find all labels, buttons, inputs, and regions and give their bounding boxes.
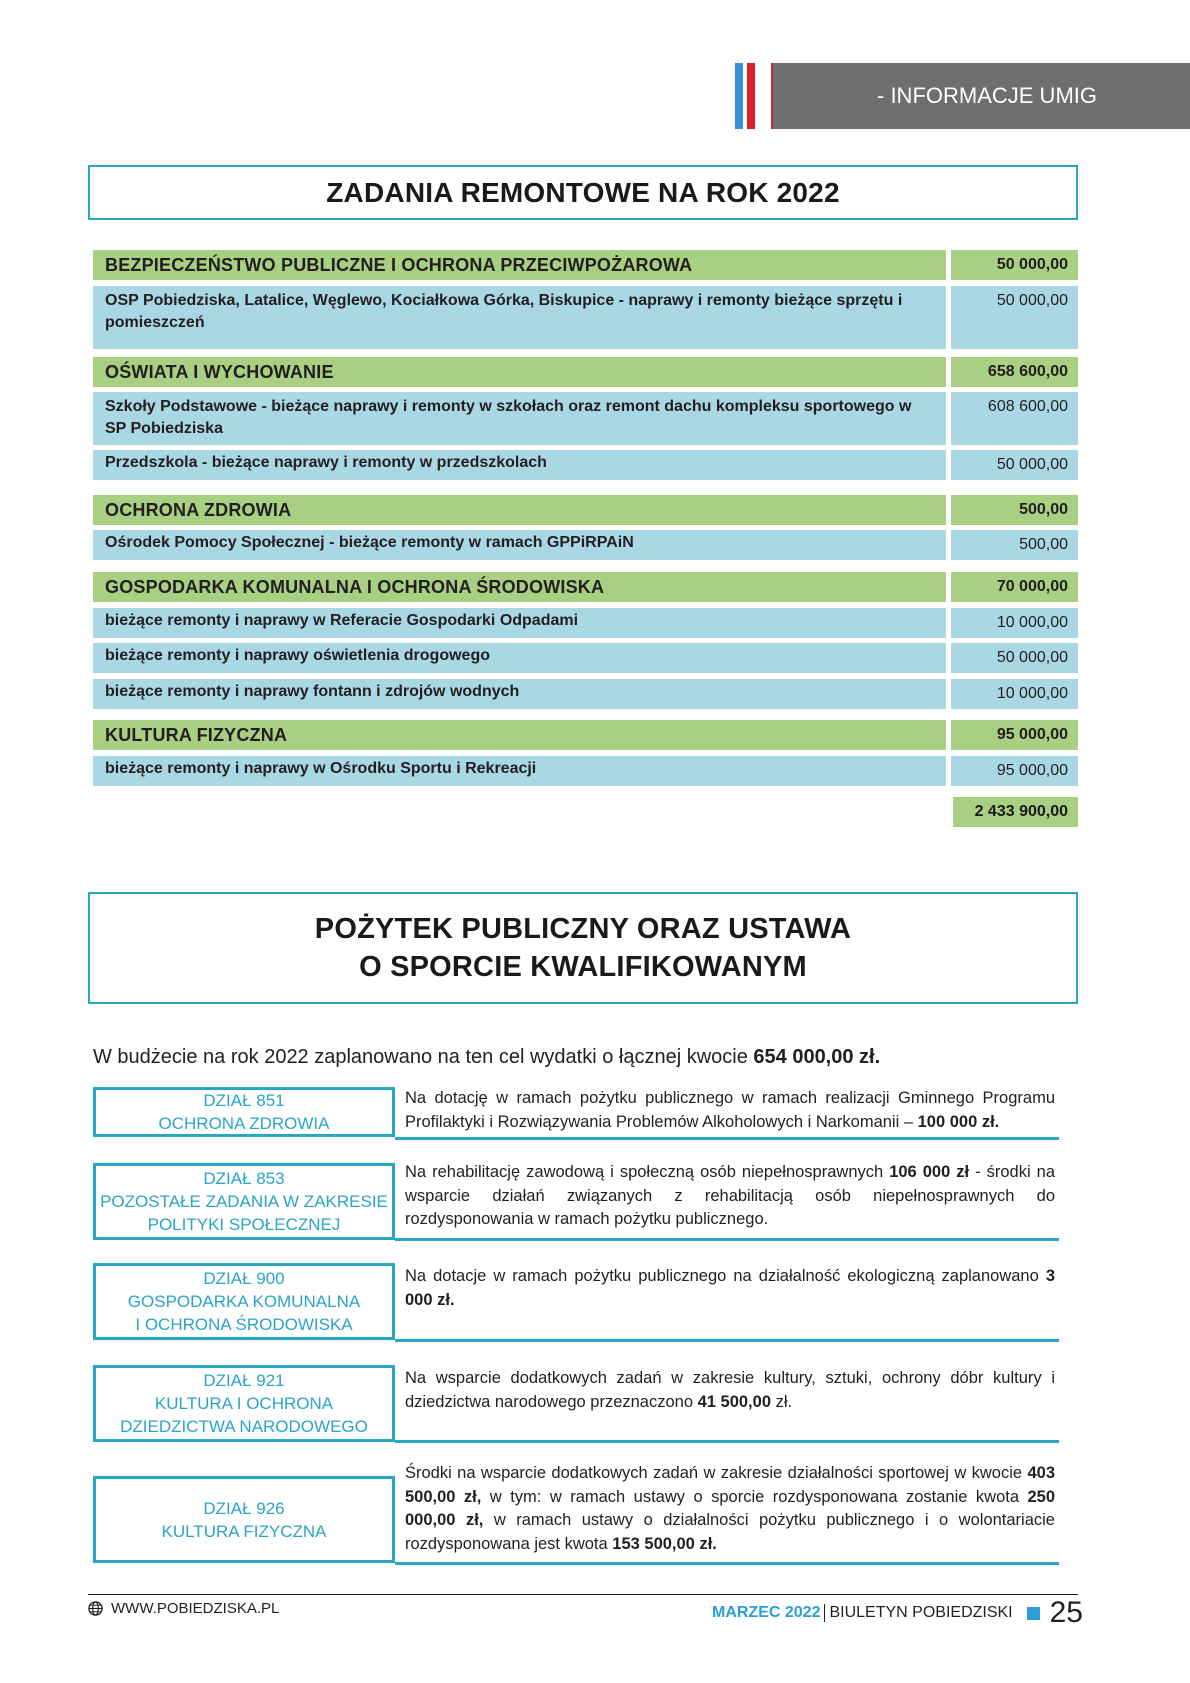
department-name-line: OCHRONA ZDROWIA: [158, 1114, 330, 1133]
section-title-public-benefit-line1: POŻYTEK PUBLICZNY ORAZ USTAWA: [314, 913, 852, 945]
table-item-row: [93, 679, 1078, 709]
department-underline: [395, 1562, 1059, 1565]
description-amount: 3 000 zł.: [405, 1267, 1055, 1309]
header-stripe: [735, 63, 743, 129]
item-label: bieżące remonty i naprawy fontann i zdrojów wodnych: [93, 679, 946, 709]
department-name-line: POLITYKI SPOŁECZNEJ: [147, 1215, 341, 1234]
table-category-row: [93, 495, 1078, 525]
department-box: [93, 1476, 395, 1563]
department-number: DZIAŁ 853: [203, 1169, 285, 1188]
item-amount: 95 000,00: [951, 756, 1078, 786]
item-label: bieżące remonty i naprawy oświetlenia drogowego: [93, 643, 946, 673]
table-item-row: [93, 608, 1078, 638]
header-stripe: [759, 63, 767, 129]
table-category-row: [93, 720, 1078, 750]
description-text: w tym: w ramach ustawy o sporcie rozdysponowana zostanie kwota: [481, 1487, 1028, 1506]
category-label: KULTURA FIZYCZNA: [93, 720, 946, 750]
header-section-banner: [773, 63, 1190, 129]
department-underline: [395, 1440, 1059, 1443]
section-title-repairs-text: ZADANIA REMONTOWE NA ROK 2022: [326, 176, 840, 208]
table-item-row: [93, 450, 1078, 480]
department-description: [405, 1367, 1055, 1414]
budget-intro: [93, 1046, 880, 1069]
description-text: Na wsparcie dodatkowych zadań w zakresie kultury, sztuki, ochrony dóbr kultury i dziedzictwa narodowego przeznaczono: [405, 1369, 1055, 1411]
department-box: [93, 1163, 395, 1240]
department-number: DZIAŁ 926: [203, 1498, 285, 1518]
item-amount: 10 000,00: [951, 679, 1078, 709]
table-category-row: [93, 357, 1078, 387]
footer-month: MARZEC 2022: [711, 1604, 821, 1621]
table-item-row: [93, 286, 1078, 349]
category-amount: 658 600,00: [951, 357, 1078, 387]
description-text: zł.: [771, 1392, 793, 1411]
category-label: OŚWIATA I WYCHOWANIE: [93, 357, 946, 387]
item-amount: 608 600,00: [951, 392, 1078, 445]
department-name-line: DZIEDZICTWA NARODOWEGO: [120, 1417, 368, 1436]
category-amount: 50 000,00: [951, 250, 1078, 280]
category-label: BEZPIECZEŃSTWO PUBLICZNE I OCHRONA PRZECIWPOŻAROWA: [93, 250, 946, 280]
department-box: [93, 1087, 395, 1137]
description-amount: 100 000 zł.: [917, 1112, 1000, 1131]
description-amount: 41 500,00: [697, 1392, 771, 1411]
department-box: [93, 1263, 395, 1340]
department-name-line: KULTURA I OCHRONA: [154, 1394, 334, 1413]
item-label: OSP Pobiedziska, Latalice, Węglewo, Kociałkowa Górka, Biskupice - naprawy i remonty bieżące sprzętu i pomieszczeń: [93, 286, 946, 349]
footer-publication: BIULETYN POBIEDZISKI: [829, 1604, 1013, 1621]
department-underline: [395, 1137, 1059, 1140]
header-stripe: [747, 63, 755, 129]
item-label: Przedszkola - bieżące naprawy i remonty w przedszkolach: [93, 450, 946, 480]
item-amount: 50 000,00: [951, 643, 1078, 673]
table-category-row: [93, 250, 1078, 280]
department-description: [405, 1462, 1055, 1556]
category-amount: 500,00: [951, 495, 1078, 525]
budget-intro-text: W budżecie na rok 2022 zaplanowano na ten cel wydatki o łącznej kwocie: [93, 1046, 754, 1068]
header-section-label: - INFORMACJE UMIG: [877, 83, 1097, 108]
table-item-row: [93, 756, 1078, 786]
department-description: [405, 1265, 1055, 1312]
item-label: bieżące remonty i naprawy w Referacie Gospodarki Odpadami: [93, 608, 946, 638]
footer-separator: [824, 1604, 825, 1622]
footer-publication-info: [712, 1596, 1083, 1630]
department-number: DZIAŁ 900: [203, 1269, 285, 1288]
department-number: DZIAŁ 921: [203, 1371, 285, 1390]
description-text: Środki na wsparcie dodatkowych zadań w zakresie działalności sportowej w kwocie: [405, 1464, 1028, 1482]
description-text: - środki na wsparcie działań związanych z rehabilitacją osób niepełnosprawnych do rozdysponowania w ramach pożytku publicznego.: [405, 1163, 1056, 1228]
description-text: w ramach ustawy o działalności pożytku publicznego i o wolontariacie rozdysponowana jest kwota: [405, 1511, 1055, 1553]
description-text: Na rehabilitację zawodową i społeczną osób niepełnosprawnych: [405, 1163, 890, 1181]
category-label: OCHRONA ZDROWIA: [93, 495, 946, 525]
footer-website: [88, 1600, 279, 1617]
item-label: Ośrodek Pomocy Społecznej - bieżące remonty w ramach GPPiRPAiN: [93, 530, 946, 560]
department-name-line: I OCHRONA ŚRODOWISKA: [135, 1315, 353, 1334]
table-item-row: [93, 643, 1078, 673]
table-category-row: [93, 572, 1078, 602]
footer-website-link[interactable]: WWW.POBIEDZISKA.PL: [111, 1600, 280, 1617]
department-underline: [395, 1339, 1059, 1342]
department-number: DZIAŁ 851: [203, 1091, 285, 1110]
item-amount: 10 000,00: [951, 608, 1078, 638]
department-underline: [395, 1238, 1059, 1241]
department-name-line: POZOSTAŁE ZADANIA W ZAKRESIE: [100, 1192, 388, 1211]
description-amount: 106 000 zł: [889, 1163, 970, 1181]
description-amount: 153 500,00 zł.: [612, 1534, 717, 1553]
table-item-row: [93, 530, 1078, 560]
department-description: [405, 1087, 1055, 1134]
footer-divider: [88, 1594, 1078, 1595]
footer-square-marker: [1027, 1607, 1040, 1620]
globe-icon: [88, 1601, 103, 1616]
description-amount: 403 500,00 zł,: [405, 1464, 1055, 1506]
department-name-line: KULTURA FIZYCZNA: [161, 1521, 327, 1541]
department-description: [405, 1161, 1055, 1232]
section-title-public-benefit-line2: O SPORCIE KWALIFIKOWANYM: [359, 951, 807, 983]
description-text: Na dotację w ramach pożytku publicznego w ramach realizacji Gminnego Programu Profilaktyki i Rozwiązywania Problemów Alkoholowych i Narkomanii –: [405, 1089, 1055, 1131]
category-amount: 70 000,00: [951, 572, 1078, 602]
item-label: bieżące remonty i naprawy w Ośrodku Sportu i Rekreacji: [93, 756, 946, 786]
section-title-public-benefit: [88, 892, 1078, 1004]
table-total: 2 433 900,00: [953, 797, 1078, 827]
category-amount: 95 000,00: [951, 720, 1078, 750]
section-title-repairs: [88, 165, 1078, 220]
table-item-row: [93, 392, 1078, 445]
description-amount: 250 000,00 zł,: [405, 1487, 1055, 1529]
budget-intro-amount: 654 000,00 zł.: [753, 1046, 881, 1068]
item-amount: 50 000,00: [951, 286, 1078, 349]
page-number: 25: [1049, 1596, 1083, 1629]
department-box: [93, 1365, 395, 1442]
item-amount: 50 000,00: [951, 450, 1078, 480]
description-text: Na dotacje w ramach pożytku publicznego na działalność ekologiczną zaplanowano: [405, 1267, 1046, 1285]
category-label: GOSPODARKA KOMUNALNA I OCHRONA ŚRODOWISKA: [93, 572, 946, 602]
department-name-line: GOSPODARKA KOMUNALNA: [127, 1292, 361, 1311]
item-amount: 500,00: [951, 530, 1078, 560]
item-label: Szkoły Podstawowe - bieżące naprawy i remonty w szkołach oraz remont dachu kompleksu sportowego w SP Pobiedziska: [93, 392, 946, 445]
